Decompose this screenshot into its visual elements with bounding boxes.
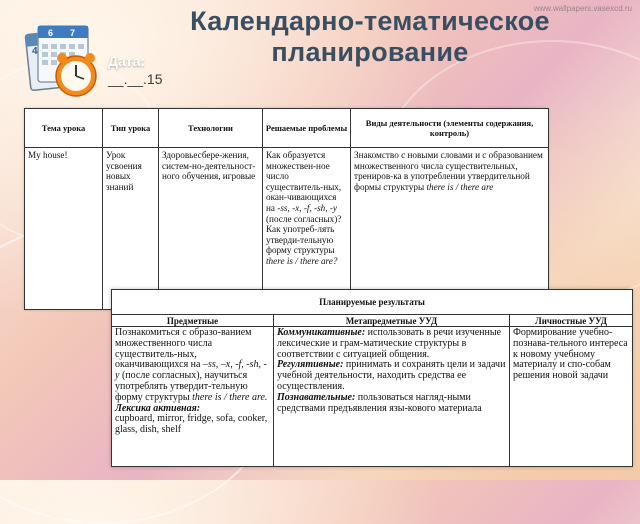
vocab-label: Лексика активная: [115,402,201,414]
activity-structure: there is / there are [426,181,494,192]
calendar-page-number: 4 [32,46,38,57]
reg-text: принимать и сохранять цели и задачи учебной деятельности, находить средства ее осуществления. [277,359,506,392]
cell-type: Урок усвоения новых знаний [103,148,159,310]
subject-text: Познакомиться с образо-ванием множественного числа существитель-ных, оканчивающихся на [115,327,252,371]
calendar-page-number: 6 [48,28,54,38]
reg-label: Регулятивные: [277,359,344,371]
calendar-page-number: 7 [70,28,76,38]
cell-activity [351,148,549,310]
problems-endings: -ss, -x, -f, -sh, -y [277,202,337,213]
problems-text: (после согласных)? Как употреб-лять утверди-тельную форму структуры [266,213,342,256]
cog-text: пользоваться нагляд-ными средствами предъявления язы-кового материала [277,391,482,414]
subject-text: (после согласных), научиться употреблять утвердит-тельную форму структуры [115,370,248,403]
page-title: Календарно-тематическое планирование [190,6,550,67]
cog-label: Познавательные: [277,391,356,403]
header-activity: Виды деятельности (элементы содержания, контроль) [351,109,549,148]
planned-results-title: Планируемые результаты [112,290,633,315]
watermark: www.wallpapers.vasexcd.ru [533,4,632,13]
cell-problems [263,148,351,310]
header-topic: Тема урока [25,109,103,148]
cell-subject [112,327,274,467]
cell-topic: My house! [25,148,103,310]
cell-tech: Здоровьесбере-жения, систем-но-деятельност-ного обучения, игровые [159,148,263,310]
date-value: __.__.15 [108,71,163,87]
vocab-list: cupboard, mirror, fridge, sofa, cooker, glass, dish, shelf [115,413,268,436]
cell-meta [274,327,510,467]
problems-text: Как образуется множествен-ное число существитель-ных, окан-чивающихся на [266,150,342,213]
date-line [108,52,163,88]
header-meta: Метапредметные УУД [274,315,510,327]
header-tech: Технологии [159,109,263,148]
cell-personal: Формирование учебно-познава-тельного интереса к новому учебному материалу и спо-собам решения новой задачи [510,327,633,467]
header-personal: Личностные УУД [510,315,633,327]
planned-results-table [111,289,632,467]
date-label: Дата: [108,53,146,69]
header-type: Тип урока [103,109,159,148]
header-problems: Решаемые проблемы [263,109,351,148]
subject-structure: there is / there are. [192,391,268,403]
header-subject: Предметные [112,315,274,327]
calendar-clock-icon [18,14,106,100]
subject-endings: –ss, –x, -f, -sh, -y [115,359,267,382]
comm-label: Коммуникативные: [277,327,366,338]
activity-text: Знакомство с новыми словами и с образованием множественного числа существительных, трениров-ка в употреблении утвердительной формы структуры [354,150,543,192]
problems-structure: there is / there are? [266,255,338,266]
lesson-plan-table [24,108,548,310]
comm-text: использовать в речи изученные лексические и грам-матические структуры в соответствии с ситуацией общения. [277,327,502,360]
